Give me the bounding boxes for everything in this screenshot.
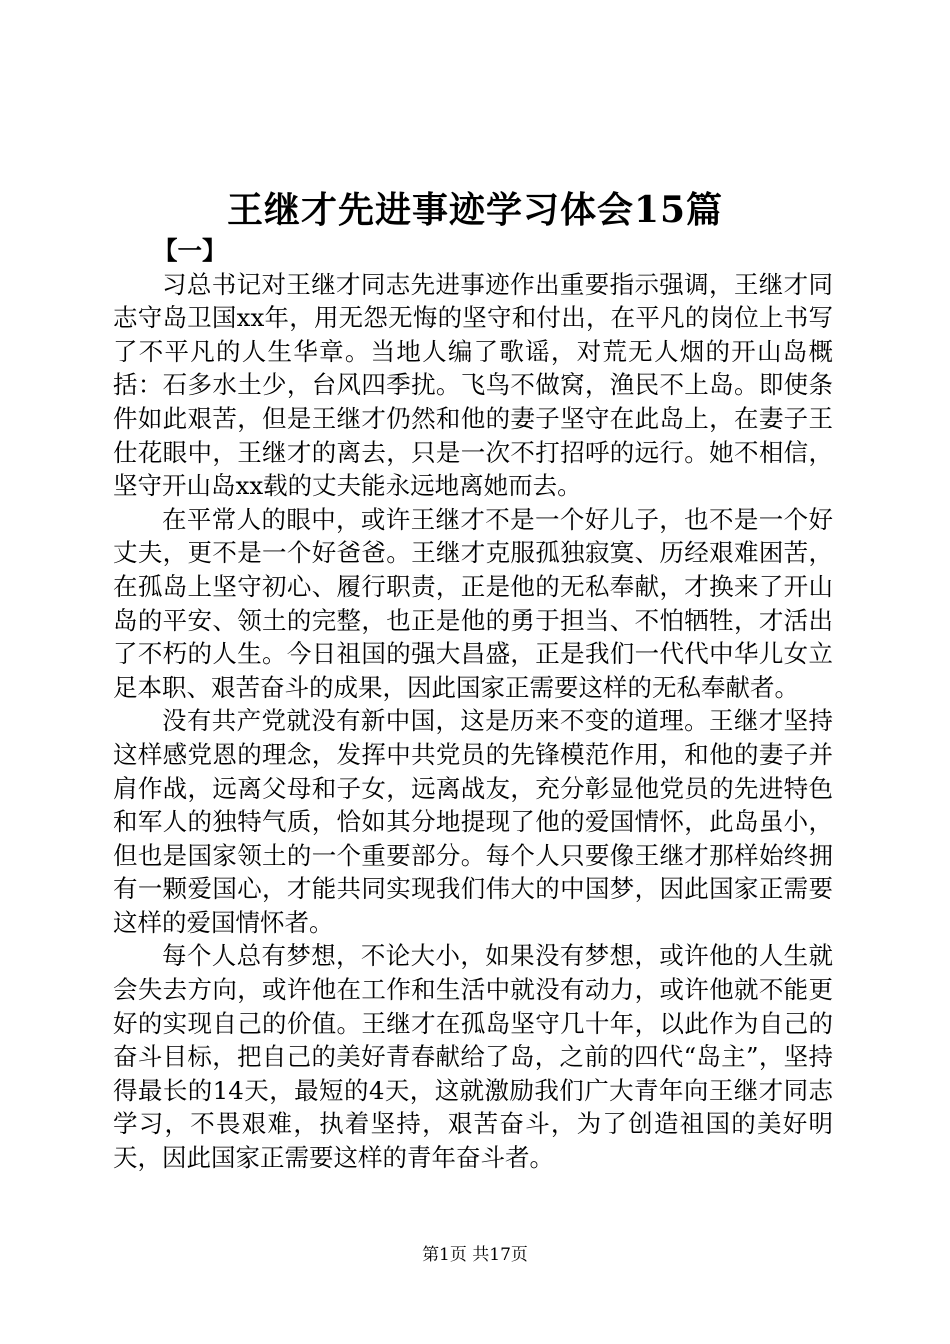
- paragraph-2: 在平常人的眼中，或许王继才不是一个好儿子，也不是一个好丈夫，更不是一个好爸爸。王继才克服孤独寂寞、历经艰难困苦，在孤岛上坚守初心、履行职责，正是他的无私奉献，才换来了开山岛的平安、领土的完整，也正是他的勇于担当、不怕牺牲，才活出了不朽的人生。今日祖国的强大昌盛，正是我们一代代中华儿女立足本职、艰苦奋斗的成果，因此国家正需要这样的无私奉献者。: [113, 504, 833, 702]
- document-body: [113, 234, 833, 1175]
- paragraph-4: 每个人总有梦想，不论大小，如果没有梦想，或许他的人生就会失去方向，或许他在工作和生活中就没有动力，或许他就不能更好的实现自己的价值。王继才在孤岛坚守几十年，以此作为自己的奋斗目标，把自己的美好青春献给了岛，之前的四代“岛主”，坚持得最长的14天，最短的4天，这就激励我们广大青年向王继才同志学习，不畏艰难，执着坚持，艰苦奋斗，为了创造祖国的美好明天，因此国家正需要这样的青年奋斗者。: [113, 941, 833, 1173]
- document-title: 王继才先进事迹学习体会15篇: [226, 189, 724, 231]
- section-label: 【一】: [153, 236, 227, 265]
- paragraph-1: 习总书记对王继才同志先进事迹作出重要指示强调，王继才同志守岛卫国xx年，用无怨无悔的坚守和付出，在平凡的岗位上书写了不平凡的人生华章。当地人编了歌谣，对荒无人烟的开山岛概括：石多水土少，台风四季扰。飞鸟不做窝，渔民不上岛。即使条件如此艰苦，但是王继才仍然和他的妻子坚守在此岛上，在妻子王仕花眼中，王继才的离去，只是一次不打招呼的远行。她不相信，坚守开山岛xx载的丈夫能永远地离她而去。: [113, 269, 833, 501]
- page-number-footer: 第1页 共17页: [422, 1245, 528, 1265]
- paragraph-3: 没有共产党就没有新中国，这是历来不变的道理。王继才坚持这样感党恩的理念，发挥中共党员的先锋模范作用，和他的妻子并肩作战，远离父母和子女，远离战友，充分彰显他党员的先进特色和军人的独特气质，恰如其分地提现了他的爱国情怀，此岛虽小，但也是国家领土的一个重要部分。每个人只要像王继才那样始终拥有一颗爱国心，才能共同实现我们伟大的中国梦，因此国家正需要这样的爱国情怀者。: [113, 706, 833, 937]
